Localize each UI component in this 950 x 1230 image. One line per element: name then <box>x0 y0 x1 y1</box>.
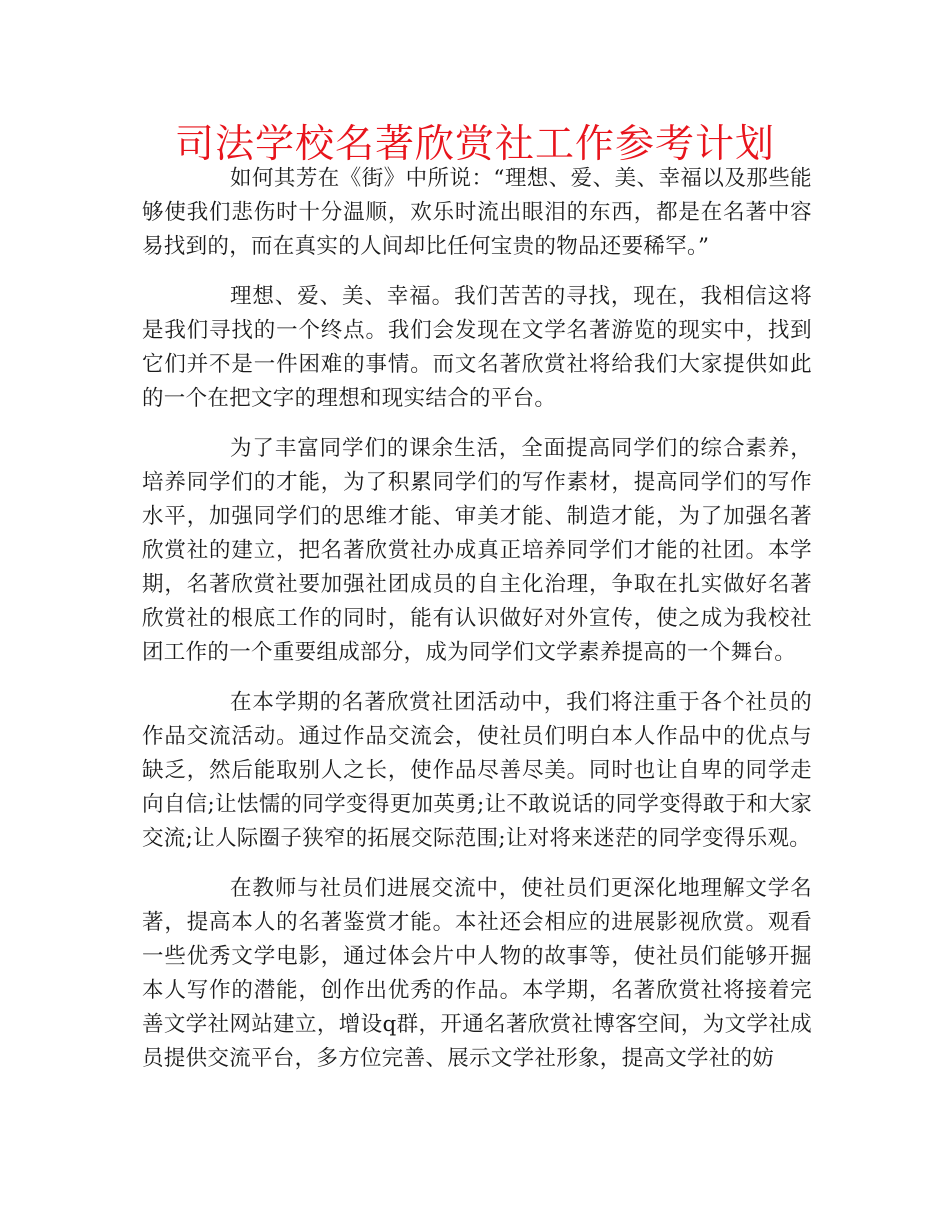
paragraph-2: 理想、爱、美、幸福。我们苦苦的寻找，现在，我相信这将是我们寻找的一个终点。我们会发现在文学名著游览的现实中，找到它们并不是一件困难的事情。而文名著欣赏社将给我们大家提供如此的一个在把文字的理想和现实结合的平台。 <box>142 284 812 411</box>
paragraph-4: 在本学期的名著欣赏社团活动中，我们将注重于各个社员的作品交流活动。通过作品交流会，使社员们明白本人作品中的优点与缺乏，然后能取别人之长，使作品尽善尽美。同时也让自卑的同学走向自信;让怯懦的同学变得更加英勇;让不敢说话的同学变得敢于和大家交流;让人际圈子狭窄的拓展交际范围;让对将来迷茫的同学变得乐观。 <box>142 690 812 851</box>
document-body <box>142 162 812 1092</box>
paragraph-3: 为了丰富同学们的课余生活，全面提高同学们的综合素养，培养同学们的才能，为了积累同学们的写作素材，提高同学们的写作水平，加强同学们的思维才能、审美才能、制造才能，为了加强名著欣赏社的建立，把名著欣赏社办成真正培养同学们才能的社团。本学期，名著欣赏社要加强社团成员的自主化治理，争取在扎实做好名著欣赏社的根底工作的同时，能有认识做好对外宣传，使之成为我校社团工作的一个重要组成部分，成为同学们文学素养提高的一个舞台。 <box>142 436 812 665</box>
paragraph-5: 在教师与社员们进展交流中，使社员们更深化地理解文学名著，提高本人的名著鉴赏才能。本社还会相应的进展影视欣赏。观看一些优秀文学电影，通过体会片中人物的故事等，使社员们能够开掘本人写作的潜能，创作出优秀的作品。本学期，名著欣赏社将接着完善文学社网站建立，增设q群，开通名著欣赏社博客空间，为文学社成员提供交流平台，多方位完善、展示文学社形象，提高文学社的妨 <box>142 876 812 1071</box>
document-title: 司法学校名著欣赏社工作参考计划 <box>174 122 775 167</box>
paragraph-1: 如何其芳在《街》中所说：“理想、爱、美、幸福以及那些能够使我们悲伤时十分温顺，欢乐时流出眼泪的东西，都是在名著中容易找到的，而在真实的人间却比任何宝贵的物品还要稀罕。” <box>142 166 812 259</box>
